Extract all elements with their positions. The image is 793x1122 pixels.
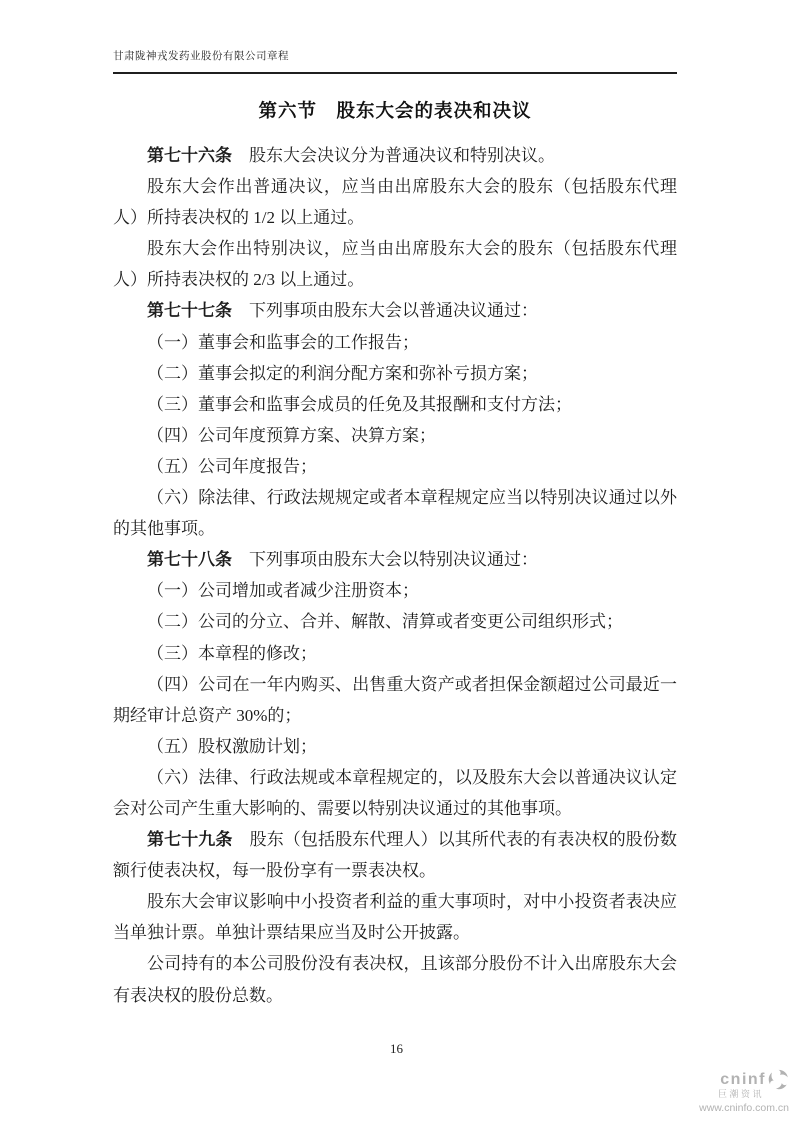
paragraph-text: （五）股权激励计划； [147, 736, 317, 756]
paragraph [113, 606, 677, 637]
article-number-label: 第七十八条 [147, 550, 232, 570]
paragraph [113, 451, 677, 482]
paragraph [113, 731, 677, 762]
paragraph [113, 295, 677, 326]
paragraph-text: 股东大会作出普通决议，应当由出席股东大会的股东（包括股东代理人）所持表决权的 1/2 以上通过。 [113, 177, 677, 228]
article-number-label: 第七十七条 [147, 301, 232, 321]
paragraph [113, 389, 677, 420]
paragraph-text: 公司持有的本公司股份没有表决权，且该部分股份不计入出席股东大会有表决权的股份总数。 [113, 954, 677, 1005]
article-number-label: 第七十六条 [147, 146, 232, 165]
paragraph-text: （四）公司年度预算方案、决算方案； [147, 425, 436, 445]
logo-brand-row [699, 1069, 789, 1090]
section-title: 第六节 股东大会的表决和决议 [258, 100, 532, 121]
paragraph [113, 420, 677, 451]
paragraph [113, 140, 677, 171]
paragraph-text: 下列事项由股东大会以普通决议通过： [232, 301, 538, 321]
page-number: 16 [390, 1041, 403, 1056]
paragraph [113, 762, 677, 824]
paragraph-text: 下列事项由股东大会以特别决议通过： [232, 550, 538, 570]
paragraph-text: （六）法律、行政法规或本章程规定的，以及股东大会以普通决议认定会对公司产生重大影响的、需要以特别决议通过的其他事项。 [113, 767, 677, 818]
running-header-text: 甘肃陇神戎发药业股份有限公司章程 [113, 51, 289, 62]
paragraph [113, 948, 677, 1010]
paragraph [113, 327, 677, 358]
paragraph-text: （四）公司在一年内购买、出售重大资产或者担保金额超过公司最近一期经审计总资产 30%的； [113, 674, 677, 725]
paragraph [113, 544, 677, 575]
article-number-label: 第七十九条 [147, 830, 233, 850]
paragraph [113, 482, 677, 544]
paragraph [113, 669, 677, 731]
paragraph [113, 575, 677, 606]
paragraph-text: 股东大会决议分为普通决议和特别决议。 [232, 146, 555, 165]
logo-chinese-name: 巨潮资讯 [717, 1089, 764, 1099]
paragraph-text: 股东大会审议影响中小投资者利益的重大事项时，对中小投资者表决应当单独计票。单独计票结果应当及时公开披露。 [113, 892, 677, 943]
paragraph [113, 886, 677, 948]
paragraph-text: （二）董事会拟定的利润分配方案和弥补亏损方案； [147, 363, 538, 383]
paragraph [113, 171, 677, 233]
paragraph-text: （一）董事会和监事会的工作报告； [147, 332, 419, 352]
paragraph [113, 638, 677, 669]
logo-url: www.cninfo.com.cn [699, 1102, 789, 1114]
paragraph-text: （六）除法律、行政法规规定或者本章程规定应当以特别决议通过以外的其他事项。 [113, 488, 677, 539]
cninfo-logo [699, 1069, 789, 1114]
cninfo-swirl-icon [768, 1069, 789, 1090]
document-content [113, 140, 677, 1011]
paragraph-text: （五）公司年度报告； [147, 456, 317, 476]
paragraph-text: （一）公司增加或者减少注册资本； [147, 581, 419, 601]
paragraph [113, 358, 677, 389]
paragraph [113, 824, 677, 886]
paragraph-text: （三）本章程的修改； [147, 643, 317, 663]
paragraph-text: 股东（包括股东代理人）以其所代表的有表决权的股份数额行使表决权，每一股份享有一票表决权。 [113, 830, 677, 881]
paragraph-text: 股东大会作出特别决议，应当由出席股东大会的股东（包括股东代理人）所持表决权的 2/3 以上通过。 [113, 239, 677, 290]
running-header [113, 50, 677, 74]
logo-brand-text: cninf [720, 1070, 766, 1088]
paragraph [113, 233, 677, 295]
paragraph-text: （三）董事会和监事会成员的任免及其报酬和支付方法； [147, 394, 572, 414]
paragraph-text: （二）公司的分立、合并、解散、清算或者变更公司组织形式； [147, 612, 623, 632]
